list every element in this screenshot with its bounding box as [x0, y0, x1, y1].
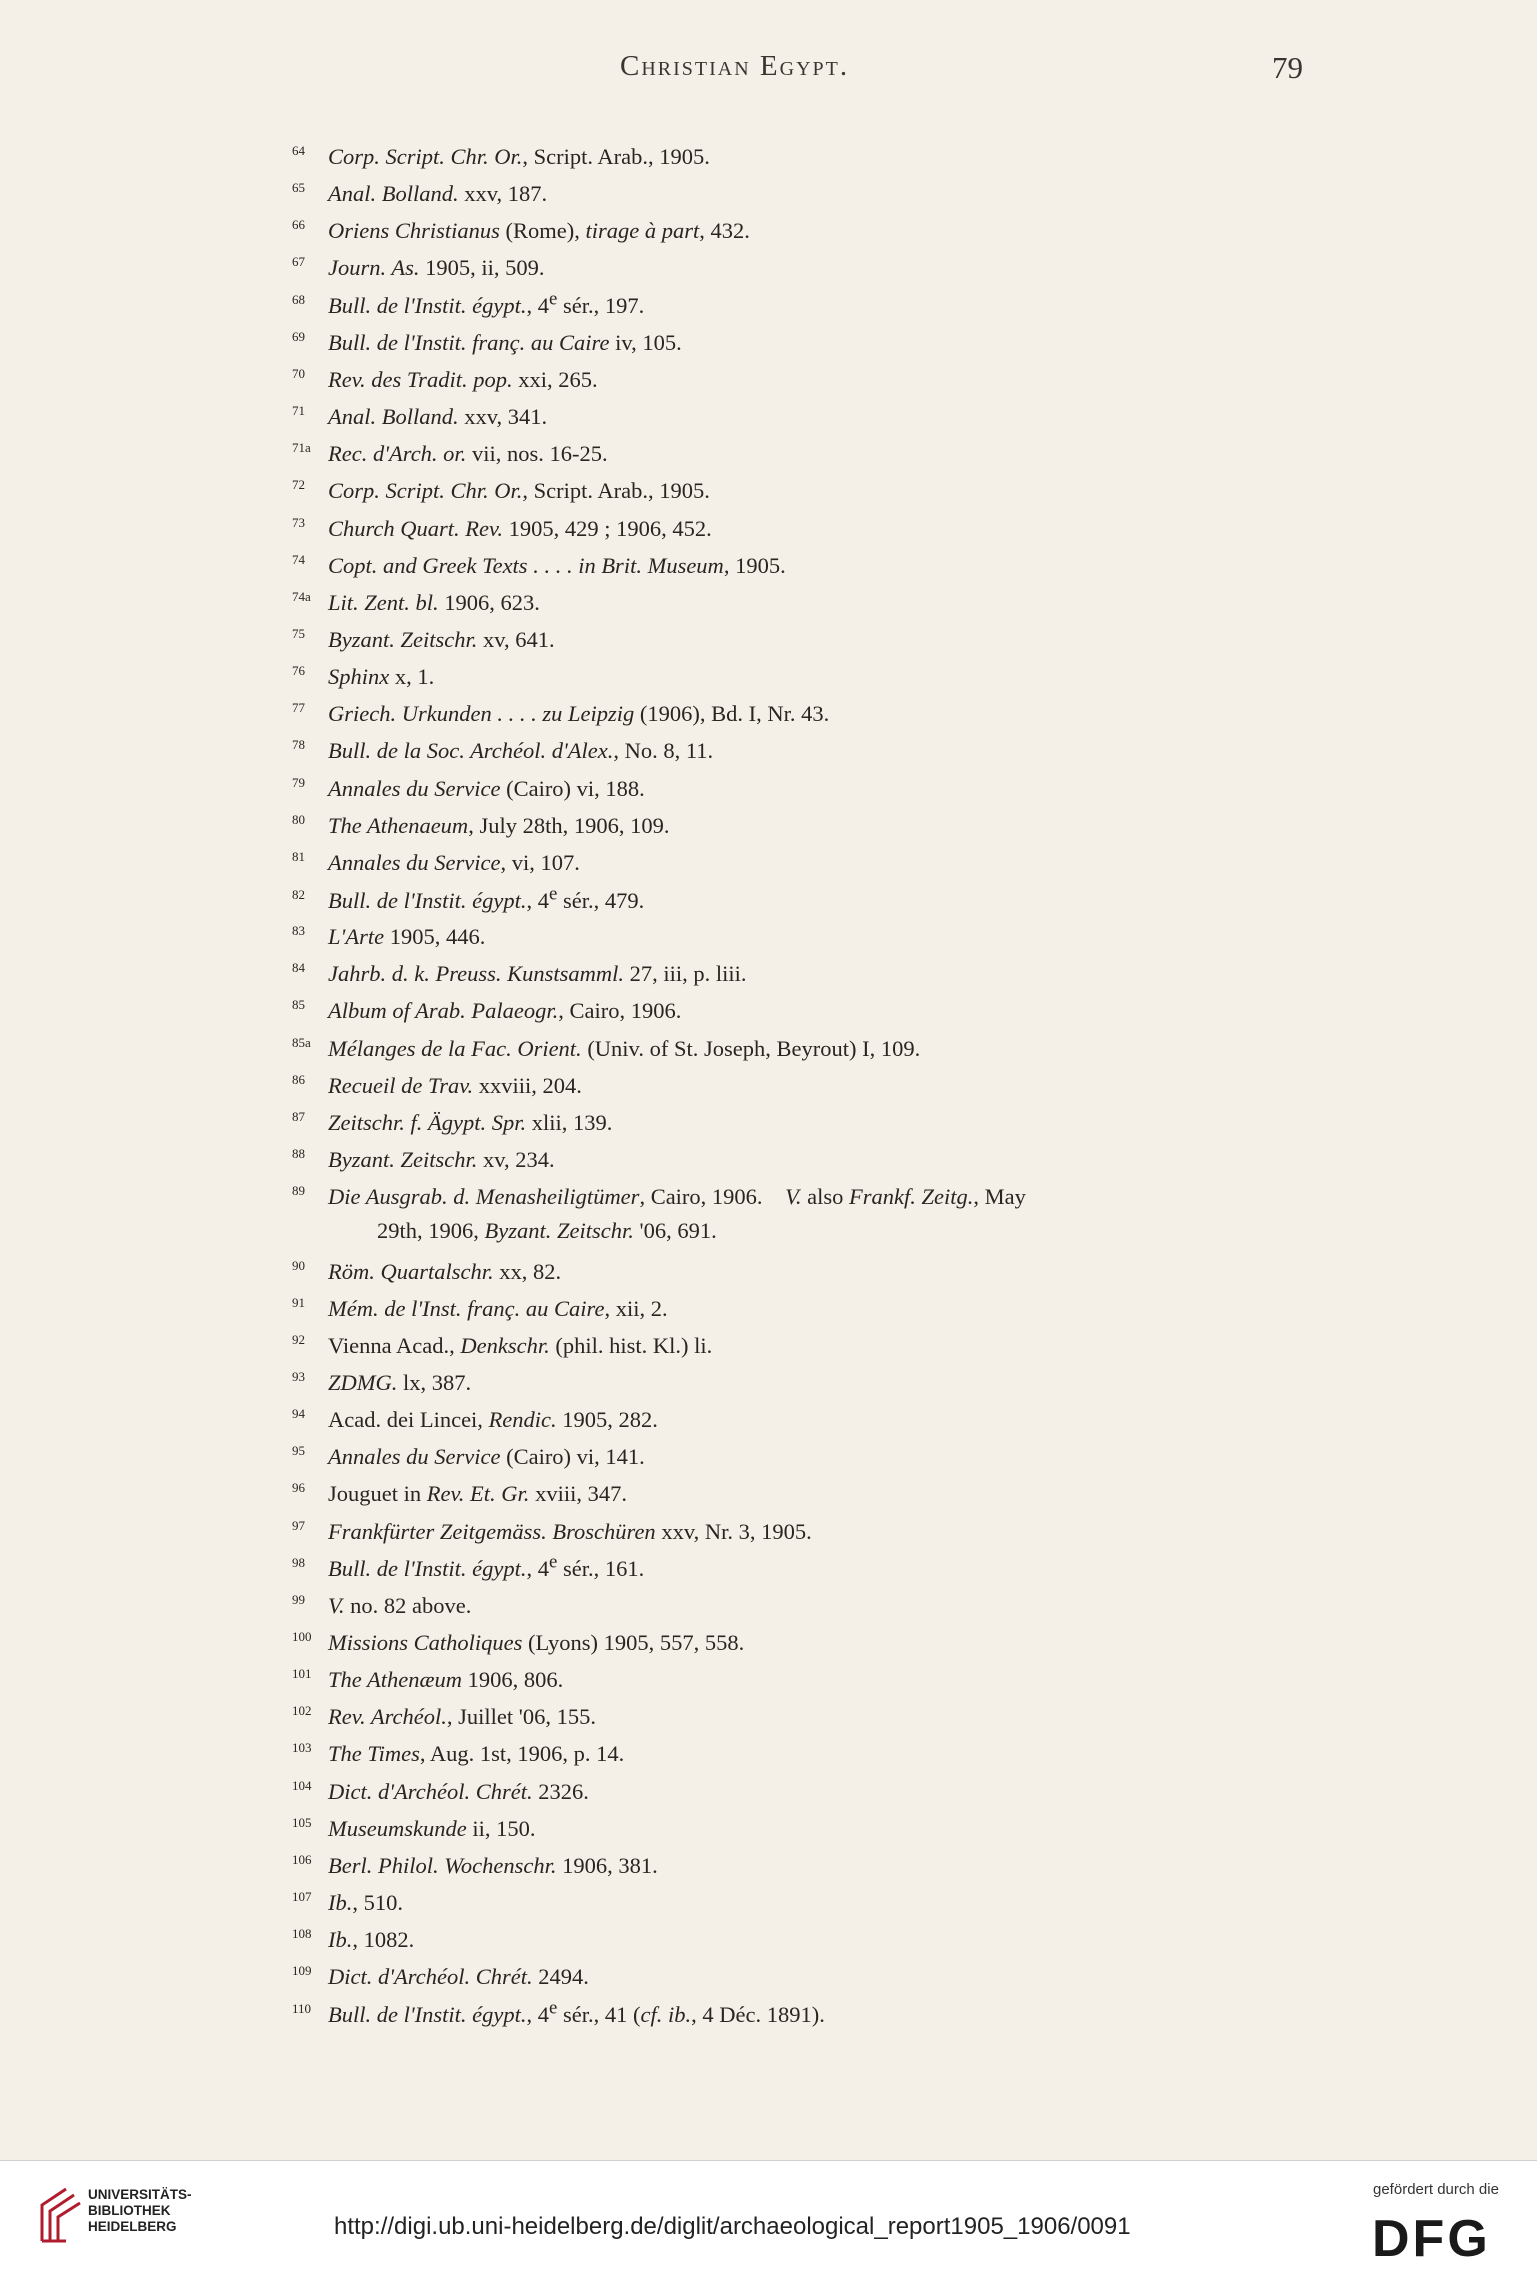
footnote-text: Rev. des Tradit. pop. xxi, 265. [328, 366, 598, 392]
footnote-text: Journ. As. 1905, ii, 509. [328, 255, 545, 281]
footnote [292, 1397, 1372, 1437]
footnote-text: Rec. d'Arch. or. vii, nos. 16-25. [328, 441, 608, 467]
viewer-footer [0, 2160, 1537, 2280]
footnote-text: Ib., 1082. [328, 1927, 415, 1953]
footnote-number: 94 [292, 1406, 305, 1422]
footnote-number: 83 [292, 923, 305, 939]
footnote-text: Dict. d'Archéol. Chrét. 2326. [328, 1778, 589, 1804]
page-number: 79 [1272, 50, 1303, 85]
footnote-text: Corp. Script. Chr. Or., Script. Arab., 1905. [328, 144, 710, 169]
footnote [292, 1620, 1372, 1660]
footnote-number: 106 [292, 1851, 312, 1867]
footnote-text: Bull. de l'Instit. égypt., 4e sér., 197. [328, 288, 645, 319]
footnote-number: 103 [292, 1740, 312, 1756]
footnote [292, 914, 1372, 954]
footnote [292, 617, 1372, 657]
footnote [292, 1434, 1372, 1474]
footnote [292, 803, 1372, 843]
footnote [292, 1509, 1372, 1549]
footnote-number: 85 [292, 997, 305, 1013]
footnote-number: 107 [292, 1889, 312, 1905]
footnote [292, 208, 1372, 248]
footnote-number: 101 [292, 1666, 312, 1682]
footnote-text: Anal. Bolland. xxv, 187. [328, 181, 548, 207]
footnote-number: 65 [292, 180, 305, 196]
library-name-line: UNIVERSITÄTS- [88, 2187, 192, 2202]
footnote [292, 1806, 1372, 1846]
footnote-text: Frankfürter Zeitgemäss. Broschüren xxv, Nr. 3, 1905. [328, 1518, 812, 1544]
footnote-number: 96 [292, 1480, 305, 1496]
footnote-text: L'Arte 1905, 446. [328, 924, 486, 950]
footnote [292, 283, 1372, 324]
footnote-text: Mélanges de la Fac. Orient. (Univ. of St. Joseph, Beyrout) I, 109. [328, 1035, 921, 1061]
library-name-line: HEIDELBERG [88, 2219, 177, 2234]
footnote-text: Recueil de Trav. xxviii, 204. [328, 1072, 582, 1098]
university-library-logo-icon[interactable] [36, 2185, 84, 2245]
footnote [292, 1731, 1372, 1771]
footnote-number: 74a [292, 588, 311, 604]
footnote-number: 110 [292, 2001, 312, 2016]
footnote [292, 1063, 1372, 1103]
footnote-text: Annales du Service (Cairo) vi, 188. [328, 775, 645, 801]
footnote [292, 1992, 1372, 2033]
footnote [292, 1954, 1372, 1994]
footnote-text: Vienna Acad., Denkschr. (phil. hist. Kl.) li. [328, 1332, 713, 1358]
running-head [0, 50, 1537, 90]
footnote [292, 654, 1372, 694]
footnote-text: Bull. de l'Instit. égypt., 4e sér., 41 (cf. ib., 4 Déc. 1891). [328, 1997, 825, 2027]
footnote-text: V. no. 82 above. [328, 1592, 472, 1618]
footnote-number: 76 [292, 663, 305, 679]
footnote-text: Church Quart. Rev. 1905, 429 ; 1906, 452. [328, 515, 712, 541]
footnote [292, 1249, 1372, 1289]
footnote [292, 171, 1372, 211]
footnote-number: 102 [292, 1703, 312, 1719]
footnote-number: 69 [292, 328, 305, 344]
footnote [292, 877, 1372, 918]
footnote [292, 1026, 1372, 1066]
footnote-number: 66 [292, 217, 305, 233]
footnote-continuation: 29th, 1906, Byzant. Zeitschr. '06, 691. [377, 1218, 717, 1244]
footnote [292, 951, 1372, 991]
footnote-text: Zeitschr. f. Ägypt. Spr. xlii, 139. [328, 1109, 613, 1135]
footnote-number: 89 [292, 1183, 305, 1199]
footnote-number: 95 [292, 1443, 305, 1459]
footnote-number: 86 [292, 1071, 305, 1087]
footnote-number: 77 [292, 700, 305, 716]
footnote [292, 320, 1372, 360]
footnote-number: 104 [292, 1777, 312, 1793]
footnote-text: Bull. de l'Instit. égypt., 4e sér., 161. [328, 1551, 645, 1582]
footnote-number: 68 [292, 292, 305, 308]
footnote [292, 134, 1372, 174]
footnote-number: 75 [292, 625, 305, 641]
footnote-text: Lit. Zent. bl. 1906, 623. [328, 589, 540, 615]
footnote-text: Album of Arab. Palaeogr., Cairo, 1906. [328, 998, 682, 1024]
footnote-number: 97 [292, 1517, 305, 1533]
running-title: Christian Egypt. [620, 50, 850, 82]
footnote-text: Berl. Philol. Wochenschr. 1906, 381. [328, 1852, 658, 1878]
footnote-text: Copt. and Greek Texts . . . . in Brit. Museum, 1905. [328, 552, 786, 578]
footnote [292, 431, 1372, 471]
footnote-text: Bull. de l'Instit. égypt., 4e sér., 479. [328, 883, 645, 913]
footnote [292, 1174, 1372, 1248]
footnote-number: 108 [292, 1926, 312, 1942]
footnote-text: Bull. de la Soc. Archéol. d'Alex., No. 8, 11. [328, 738, 714, 764]
footnote-text: The Times, Aug. 1st, 1906, p. 14. [328, 1741, 625, 1767]
permalink-url[interactable]: http://digi.ub.uni-heidelberg.de/diglit/archaeological_report1905_1906/0091 [334, 2213, 1131, 2240]
footnote-text: Sphinx x, 1. [328, 664, 435, 690]
footnote [292, 1657, 1372, 1697]
footnote [292, 1694, 1372, 1734]
footnote-text: The Athenaeum, July 28th, 1906, 109. [328, 812, 670, 838]
footnote-text: Bull. de l'Instit. franç. au Caire iv, 105. [328, 329, 682, 355]
footnote [292, 1137, 1372, 1177]
footnote-text: Corp. Script. Chr. Or., Script. Arab., 1905. [328, 478, 710, 504]
footnote-number: 93 [292, 1368, 305, 1384]
library-name-line: BIBLIOTHEK [88, 2203, 171, 2218]
footnote-text: Acad. dei Lincei, Rendic. 1905, 282. [328, 1407, 658, 1433]
footnote [292, 1546, 1372, 1587]
footnote [292, 1471, 1372, 1511]
footnote-number: 67 [292, 254, 305, 270]
footnote-text: Byzant. Zeitschr. xv, 641. [328, 626, 555, 652]
footnote [292, 1843, 1372, 1883]
footnote-number: 71a [292, 440, 311, 456]
footnote-text: Röm. Quartalschr. xx, 82. [328, 1258, 562, 1284]
footnote-text: ZDMG. lx, 387. [328, 1369, 472, 1395]
footnote [292, 245, 1372, 285]
footnote-number: 105 [292, 1814, 312, 1830]
footnote-number: 84 [292, 960, 305, 976]
footnote-number: 99 [292, 1591, 305, 1607]
footnote-text: Dict. d'Archéol. Chrét. 2494. [328, 1964, 589, 1990]
footnote-number: 78 [292, 737, 305, 753]
footnote-text: Ib., 510. [328, 1890, 403, 1916]
footnote [292, 468, 1372, 508]
footnote-number: 87 [292, 1108, 305, 1124]
footnote-number: 91 [292, 1294, 305, 1310]
footnote-text: Jahrb. d. k. Preuss. Kunstsamml. 27, iii, p. liii. [328, 961, 747, 987]
footnote-text: Rev. Archéol., Juillet '06, 155. [328, 1704, 596, 1730]
footnote [292, 840, 1372, 880]
footnote [292, 357, 1372, 397]
footnote-text: Annales du Service (Cairo) vi, 141. [328, 1444, 645, 1470]
footnote-number: 71 [292, 403, 305, 419]
footnote-number: 64 [292, 143, 305, 158]
footnote [292, 988, 1372, 1028]
footnote-text: The Athenæum 1906, 806. [328, 1667, 564, 1693]
footnote-number: 70 [292, 365, 305, 381]
footnote [292, 1769, 1372, 1809]
footnote-number: 81 [292, 848, 305, 864]
footnote [292, 580, 1372, 620]
footnote-text: Oriens Christianus (Rome), tirage à part, 432. [328, 218, 750, 244]
footnote-number: 82 [292, 886, 305, 902]
footnote [292, 543, 1372, 583]
footnote-text: Griech. Urkunden . . . . zu Leipzig (1906), Bd. I, Nr. 43. [328, 701, 830, 727]
footnote-number: 109 [292, 1963, 312, 1979]
footnote [292, 1100, 1372, 1140]
footnote [292, 1583, 1372, 1623]
footnote-number: 73 [292, 514, 305, 530]
footnote [292, 691, 1372, 731]
footnote [292, 1917, 1372, 1957]
footnote-text: Die Ausgrab. d. Menasheiligtümer, Cairo, 1906. V. also Frankf. Zeitg., May [328, 1184, 1026, 1210]
footnote-number: 80 [292, 811, 305, 827]
footnote-number: 88 [292, 1146, 305, 1162]
footnote [292, 506, 1372, 546]
footnote [292, 1286, 1372, 1326]
footnote-number: 90 [292, 1257, 305, 1273]
footnote-text: Missions Catholiques (Lyons) 1905, 557, 558. [328, 1630, 745, 1655]
footnote-number: 72 [292, 477, 305, 493]
dfg-logo[interactable]: DFG [1372, 2210, 1491, 2268]
footnote [292, 394, 1372, 434]
footnote [292, 728, 1372, 768]
footnote [292, 766, 1372, 806]
footnote [292, 1880, 1372, 1920]
footnote-text: Jouguet in Rev. Et. Gr. xviii, 347. [328, 1481, 627, 1507]
footnote-text: Mém. de l'Inst. franç. au Caire, xii, 2. [328, 1295, 668, 1321]
footnote-number: 98 [292, 1555, 305, 1571]
university-library-name [88, 2187, 192, 2235]
footnote-text: Annales du Service, vi, 107. [328, 849, 580, 875]
footnote-number: 74 [292, 551, 305, 567]
sponsor-caption: gefördert durch die [1373, 2181, 1499, 2198]
footnote-number: 100 [292, 1629, 312, 1644]
footnote [292, 1360, 1372, 1400]
footnote-text: Anal. Bolland. xxv, 341. [328, 404, 548, 430]
footnote-number: 92 [292, 1331, 305, 1347]
footnote [292, 1323, 1372, 1363]
footnote-text: Byzant. Zeitschr. xv, 234. [328, 1147, 555, 1173]
footnote-text: Museumskunde ii, 150. [328, 1815, 536, 1841]
footnote-number: 85a [292, 1034, 311, 1050]
footnote-number: 79 [292, 774, 305, 790]
